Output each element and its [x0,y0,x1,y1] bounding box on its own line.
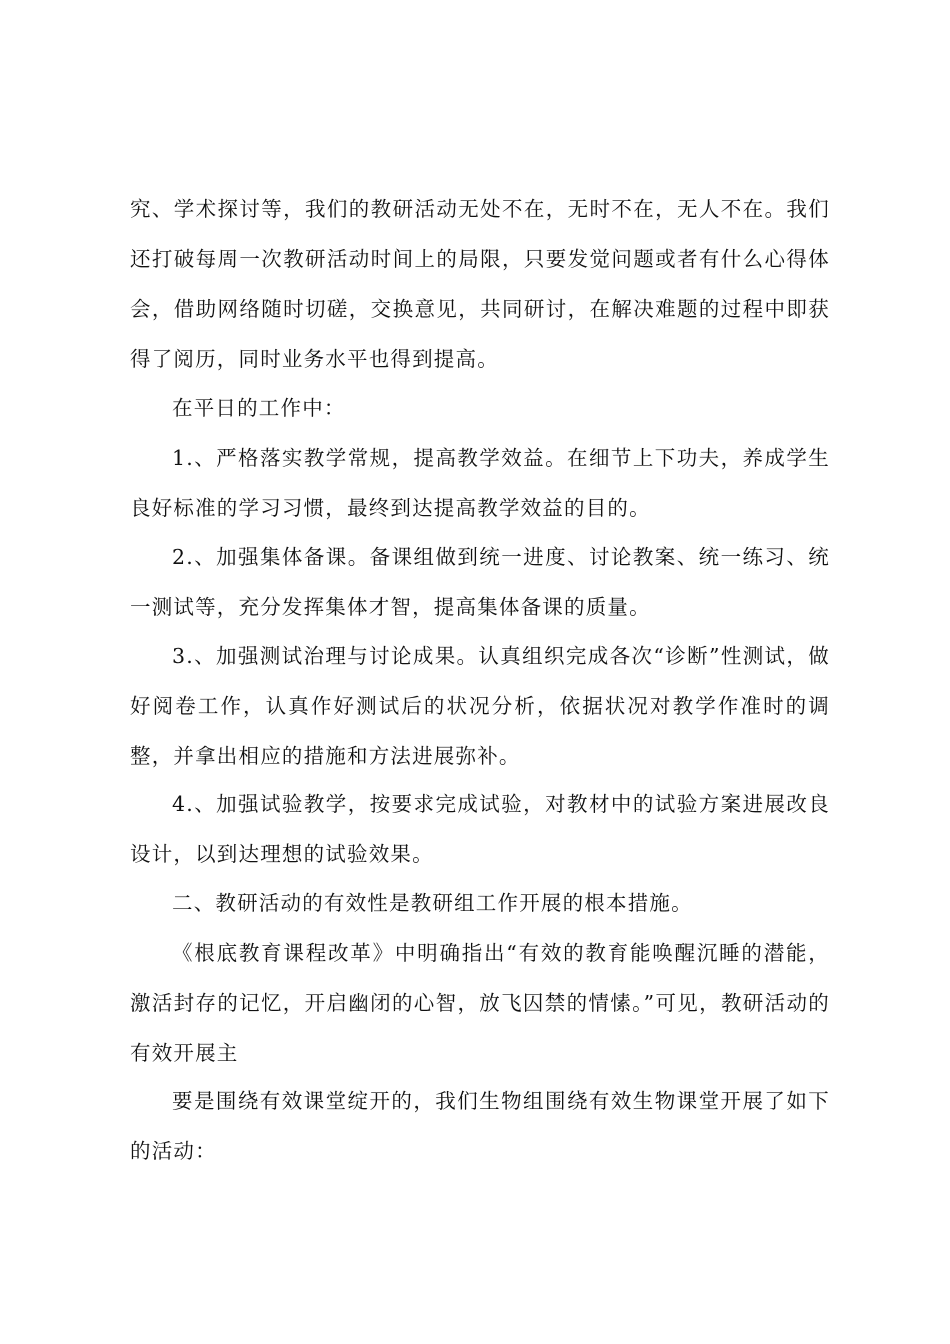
paragraph-item-4: 4.、加强试验教学，按要求完成试验，对教材中的试验方案进展改良设计，以到达理想的试验效果。 [130,792,830,866]
paragraph-quote: 《根底教育课程改革》中明确指出“有效的教育能唤醒沉睡的潜能，激活封存的记忆，开启幽闭的心智，放飞囚禁的情愫。”可见，教研活动的有效开展主 [130,941,830,1065]
section-heading-2: 二、教研活动的有效性是教研组工作开展的根本措施。 [172,891,693,915]
paragraph-item-1: 1.、严格落实教学常规，提高教学效益。在细节上下功夫，养成学生良好标准的学习习惯，最终到达提高教学效益的目的。 [130,446,830,520]
paragraph-item-3: 3.、加强测试治理与讨论成果。认真组织完成各次“诊断”性测试，做好阅卷工作，认真作好测试后的状况分析，依据状况对教学作准时的调整，并拿出相应的措施和方法进展弥补。 [130,644,830,768]
paragraph-intro: 在平日的工作中： [172,396,346,420]
paragraph-activities: 要是围绕有效课堂绽开的，我们生物组围绕有效生物课堂开展了如下的活动： [130,1089,830,1163]
paragraph-continuation: 究、学术探讨等，我们的教研活动无处不在，无时不在，无人不在。我们还打破每周一次教研活动时间上的局限，只要发觉问题或者有什么心得体会，借助网络随时切磋，交换意见，共同研讨，在解决难题的过程中即获得了阅历，同时业务水平也得到提高。 [130,197,830,371]
paragraph-item-2: 2.、加强集体备课。备课组做到统一进度、讨论教案、统一练习、统一测试等，充分发挥集体才智，提高集体备课的质量。 [130,545,830,619]
